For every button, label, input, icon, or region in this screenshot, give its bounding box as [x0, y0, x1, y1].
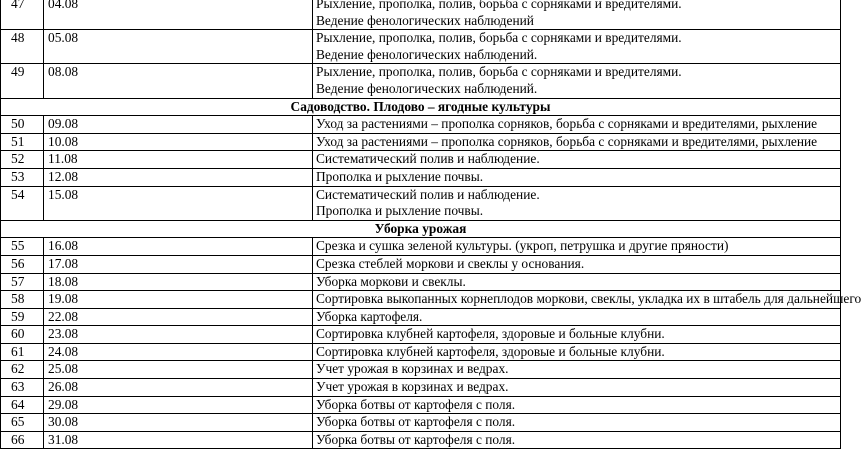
row-date: 11.08 [44, 151, 313, 169]
table-row [1, 361, 841, 379]
row-number: 47 [1, 0, 44, 30]
row-activity [313, 431, 841, 449]
activity-line: Уборка ботвы от картофеля с поля. [316, 431, 516, 447]
row-activity [313, 379, 841, 397]
activity-line: Ведение фенологических наблюдений. [316, 80, 538, 96]
row-number: 50 [1, 116, 44, 134]
row-date: 12.08 [44, 168, 313, 186]
activity-line: Уборка картофеля. [316, 308, 423, 324]
row-date: 30.08 [44, 414, 313, 432]
table-row [1, 414, 841, 432]
table-row [1, 133, 841, 151]
row-activity [313, 291, 861, 309]
row-activity [313, 186, 841, 220]
activity-line: Уборка ботвы от картофеля с поля. [316, 414, 516, 430]
row-number: 53 [1, 168, 44, 186]
activity-line: Учет урожая в корзинах и ведрах. [316, 361, 509, 377]
table-row [1, 431, 841, 449]
row-activity [313, 273, 841, 291]
table-row [1, 343, 841, 361]
row-number: 61 [1, 343, 44, 361]
table-row [1, 238, 841, 256]
activity-line: Прополка и рыхление почвы. [316, 168, 484, 184]
table-row [1, 273, 841, 291]
table-row [1, 308, 841, 326]
row-number: 51 [1, 133, 44, 151]
table-row [1, 151, 841, 169]
row-activity [313, 116, 841, 134]
row-activity [313, 30, 841, 64]
activity-line: Срезка стеблей моркови и свеклы у основания. [316, 255, 585, 271]
row-date: 23.08 [44, 326, 313, 344]
row-number: 62 [1, 361, 44, 379]
row-activity [313, 168, 841, 186]
activity-line: Срезка и сушка зеленой культуры. (укроп, петрушка и другие пряности) [316, 238, 729, 254]
activity-line: Сортировка выкопанных корнеплодов моркови, свеклы, укладка их в штабель для дальнейшего [316, 291, 861, 307]
row-date: 29.08 [44, 396, 313, 414]
row-date: 15.08 [44, 186, 313, 220]
row-date: 24.08 [44, 343, 313, 361]
row-activity [313, 308, 841, 326]
table-row [1, 186, 841, 220]
table-row [1, 30, 841, 64]
section-row [1, 220, 841, 238]
row-number: 66 [1, 431, 44, 449]
row-number: 54 [1, 186, 44, 220]
section-heading: Уборка урожая [1, 220, 841, 238]
row-number: 52 [1, 151, 44, 169]
row-activity [313, 414, 841, 432]
table-row [1, 116, 841, 134]
table-row [1, 326, 841, 344]
row-date: 18.08 [44, 273, 313, 291]
activity-line: Ведение фенологических наблюдений [316, 12, 534, 28]
row-number: 48 [1, 30, 44, 64]
activity-line: Учет урожая в корзинах и ведрах. [316, 379, 509, 395]
row-activity [313, 133, 841, 151]
row-activity [313, 326, 841, 344]
table-row [1, 255, 841, 273]
schedule-table-body [1, 0, 861, 449]
activity-line: Сортировка клубней картофеля, здоровые и больные клубни. [316, 343, 665, 359]
row-date: 19.08 [44, 291, 313, 309]
row-date: 25.08 [44, 361, 313, 379]
row-date: 10.08 [44, 133, 313, 151]
section-row [1, 98, 841, 116]
row-date: 31.08 [44, 431, 313, 449]
activity-line: Уход за растениями – прополка сорняков, борьба с сорняками и вредителями, рыхление [316, 133, 818, 149]
row-activity [313, 255, 841, 273]
row-date: 16.08 [44, 238, 313, 256]
row-number: 65 [1, 414, 44, 432]
row-date: 05.08 [44, 30, 313, 64]
row-number: 60 [1, 326, 44, 344]
table-row [1, 168, 841, 186]
activity-line: Ведение фенологических наблюдений. [316, 46, 538, 62]
activity-line: Уборка ботвы от картофеля с поля. [316, 396, 516, 412]
row-date: 26.08 [44, 379, 313, 397]
activity-line: Прополка и рыхление почвы. [316, 203, 484, 219]
table-row [1, 64, 841, 98]
activity-line: Рыхление, прополка, полив, борьба с сорняками и вредителями. [316, 64, 682, 80]
activity-line: Рыхление, прополка, полив, борьба с сорняками и вредителями. [316, 0, 682, 11]
row-date: 04.08 [44, 0, 313, 30]
row-activity [313, 0, 841, 30]
row-activity [313, 64, 841, 98]
row-number: 49 [1, 64, 44, 98]
row-activity [313, 238, 841, 256]
activity-line: Сортировка клубней картофеля, здоровые и больные клубни. [316, 326, 665, 342]
row-number: 63 [1, 379, 44, 397]
row-activity [313, 361, 841, 379]
row-activity [313, 151, 841, 169]
row-activity [313, 396, 841, 414]
row-number: 55 [1, 238, 44, 256]
row-date: 09.08 [44, 116, 313, 134]
table-row [1, 379, 841, 397]
table-row [1, 291, 841, 309]
row-activity [313, 343, 841, 361]
activity-line: Уборка моркови и свеклы. [316, 273, 466, 289]
activity-line: Уход за растениями – прополка сорняков, борьба с сорняками и вредителями, рыхление [316, 116, 818, 132]
row-number: 64 [1, 396, 44, 414]
activity-line: Систематический полив и наблюдение. [316, 186, 540, 202]
activity-line: Систематический полив и наблюдение. [316, 151, 540, 167]
row-number: 58 [1, 291, 44, 309]
table-row [1, 0, 841, 30]
row-number: 57 [1, 273, 44, 291]
activity-line: Рыхление, прополка, полив, борьба с сорняками и вредителями. [316, 30, 682, 46]
table-row [1, 396, 841, 414]
row-number: 56 [1, 255, 44, 273]
row-date: 17.08 [44, 255, 313, 273]
section-heading: Садоводство. Плодово – ягодные культуры [1, 98, 841, 116]
row-number: 59 [1, 308, 44, 326]
row-date: 08.08 [44, 64, 313, 98]
row-date: 22.08 [44, 308, 313, 326]
